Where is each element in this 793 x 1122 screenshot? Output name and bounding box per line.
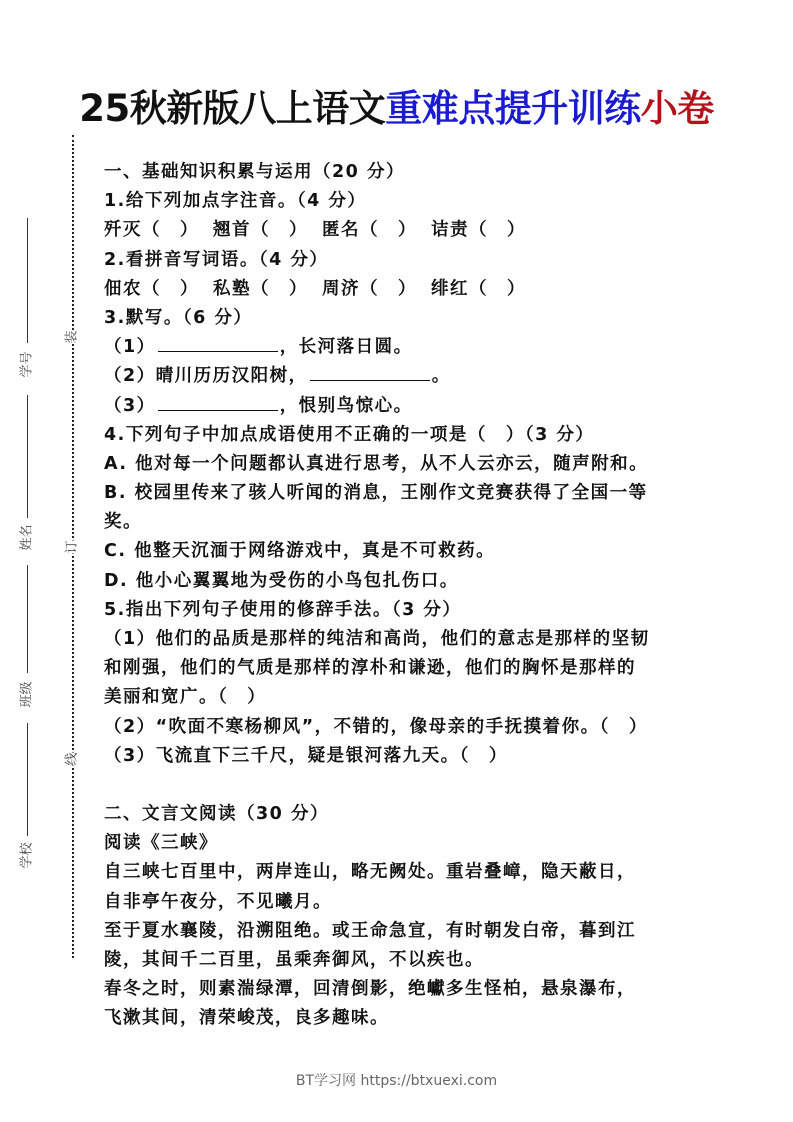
q1-item[interactable]: 匿名（ ） [322,220,417,241]
q3-item-3 [104,392,744,421]
passage-line: 陵，其间千二百里，虽乘奔御风，不以疾也。 [104,949,484,970]
q4-option-b-cont: 奖。 [104,512,142,533]
q1-item[interactable]: 翘首（ ） [213,220,308,241]
student-id-line[interactable] [27,218,28,343]
footer-watermark: BT学习网 https://btxuexi.com [295,1073,498,1089]
class-label: 班级 [19,681,35,708]
q3-item-number: （3） [104,395,156,416]
binding-char-ding: 订 [64,540,80,554]
title-black: 25秋新版八上语文 [79,87,386,130]
q2-item[interactable]: 周济（ ） [322,278,417,299]
q4-option-a[interactable]: A. 他对每一个问题都认真进行思考，从不人云亦云，随声附和。 [104,453,649,474]
binding-char-zhuang: 装 [64,330,80,344]
q3-item-number: （1） [104,337,156,358]
q3-item-text: 晴川历历汉阳树， [155,366,308,387]
section2-heading: 二、文言文阅读（30 分） [104,803,329,824]
q3-item-text: ，恨别鸟惊心。 [279,395,413,416]
section1-heading: 一、基础知识积累与运用（20 分） [104,162,405,182]
document-title [0,84,793,134]
section2-subheading: 阅读《三峡》 [104,833,218,854]
name-line[interactable] [27,395,28,518]
student-id-label: 学号 [19,351,35,378]
class-line[interactable] [27,565,28,673]
q2-item[interactable]: 绯红（ ） [431,278,526,299]
section-spacer [104,771,744,800]
answer-blank[interactable] [158,335,278,352]
passage-line: 自三峡七百里中，两岸连山，略无阙处。重岩叠嶂，隐天蔽日， [104,862,636,883]
q2-prompt: 2.看拼音写词语。（4 分） [104,249,329,270]
q5-line: （3）飞流直下三千尺，疑是银河落九天。（ ） [104,745,508,766]
exam-content [104,158,744,1033]
q1-prompt: 1.给下列加点字注音。（4 分） [104,191,367,212]
name-label: 姓名 [19,524,35,551]
passage-line: 至于夏水襄陵，沿溯阻绝。或王命急宣，有时朝发白帝，暮到江 [104,920,636,941]
q5-line: （2）“吹面不寒杨柳风”，不错的，像母亲的手抚摸着你。（ ） [104,716,648,737]
q4-option-d[interactable]: D. 他小心翼翼地为受伤的小鸟包扎伤口。 [104,570,459,591]
q2-items [104,275,744,304]
q3-prompt: 3.默写。（6 分） [104,307,253,328]
q4-prompt: 4.下列句子中加点成语使用不正确的一项是（ ）（3 分） [104,424,595,445]
school-label: 学校 [19,842,35,869]
q3-item-2 [104,362,744,391]
answer-blank[interactable] [310,364,430,381]
q5-line: 美丽和宽广。（ ） [104,687,267,708]
q3-item-number: （2） [104,366,156,387]
q3-item-1 [104,333,744,362]
passage-line: 春冬之时，则素湍绿潭，回清倒影，绝巘多生怪柏，悬泉瀑布， [104,979,636,1000]
q1-item[interactable]: 歼灭（ ） [104,220,199,241]
school-line[interactable] [27,723,28,836]
binding-char-xian: 线 [64,752,80,766]
q2-item[interactable]: 私塾（ ） [213,278,308,299]
passage-line: 自非亭午夜分，不见曦月。 [104,891,332,912]
passage-line: 飞漱其间，清荣峻茂，良多趣味。 [104,1008,389,1029]
title-blue: 重难点提升训练 [385,87,641,130]
answer-blank[interactable] [158,394,278,411]
q3-item-text: 。 [431,366,451,387]
q1-item[interactable]: 诘责（ ） [431,220,526,241]
q5-prompt: 5.指出下列句子使用的修辞手法。（3 分） [104,599,462,620]
q5-line: （1）他们的品质是那样的纯洁和高尚，他们的意志是那样的坚韧 [104,629,650,649]
q5-line: 和刚强，他们的气质是那样的淳朴和谦逊，他们的胸怀是那样的 [104,658,636,679]
q4-option-b[interactable]: B. 校园里传来了骇人听闻的消息，王刚作文竞赛获得了全国一等 [104,483,648,504]
q1-items [104,216,744,245]
title-red: 小卷 [640,87,714,130]
q2-item[interactable]: 佃农（ ） [104,278,199,299]
q4-option-c[interactable]: C. 他整天沉湎于网络游戏中，真是不可救药。 [104,541,496,562]
q3-item-text: ，长河落日圆。 [279,337,413,358]
